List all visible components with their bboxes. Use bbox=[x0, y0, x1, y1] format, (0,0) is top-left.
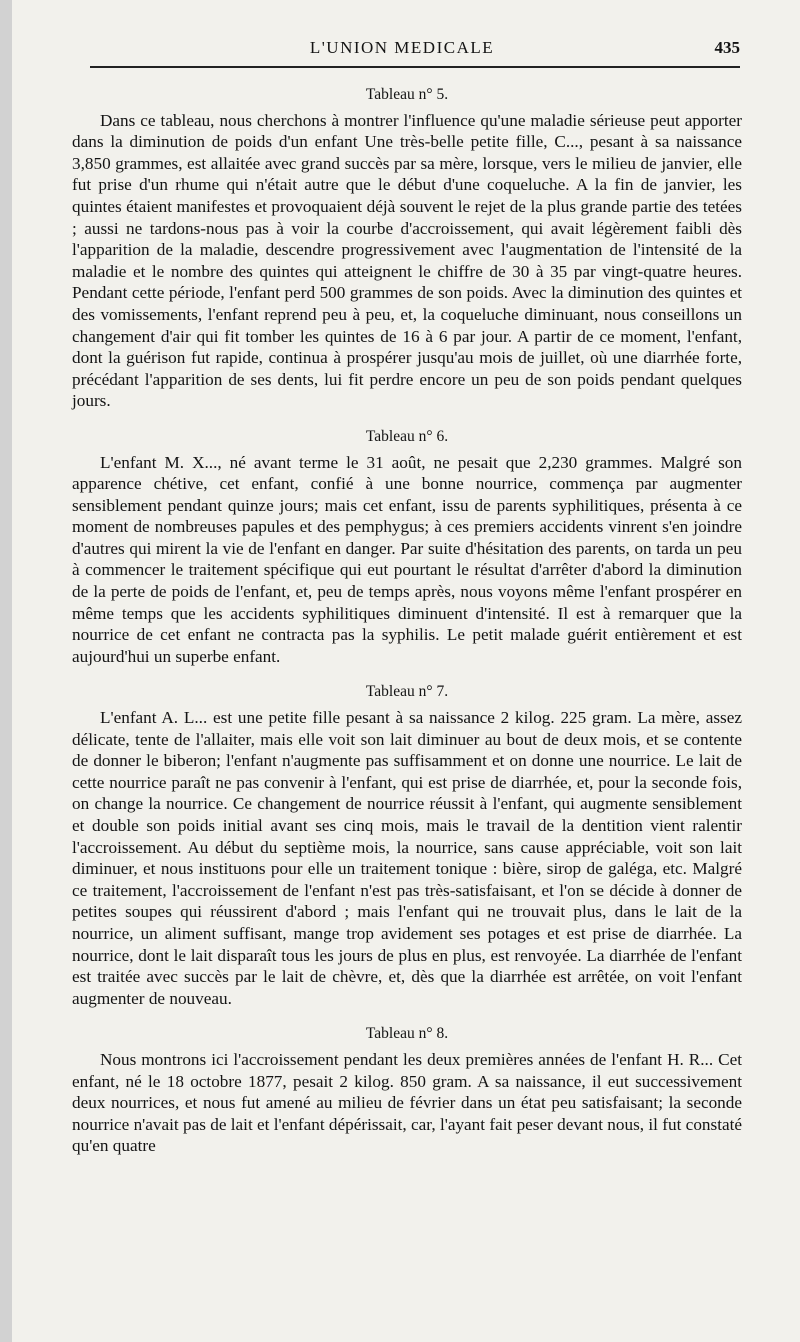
section-heading: Tableau n° 5. bbox=[365, 86, 449, 103]
section-paragraph: L'enfant M. X..., né avant terme le 31 août, ne pesait que 2,230 grammes. Malgré son apparence chétive, cet enfant, confié à une bonne nourrice, commença par augmenter sensiblement pendant quinze jours; mais cet enfant, issu de parents syphilitiques, présenta à ce moment de nombreuses papules et des pemphygus; à ces premiers accidents vinrent s'en joindre d'autres qui mirent la vie de l'enfant en danger. Par suite d'hésitation des parents, on tarda un peu à commencer le traitement spécifique qui eut pourtant le résultat d'arrêter d'abord la diminution de la perte de poids de l'enfant, et, peu de temps après, nous voyons même l'enfant prospérer en même temps que les accidents syphilitiques diminuent d'intensité. Il est à remarquer que la nourrice de cet enfant ne contracta pas la syphilis. Le petit malade guérit entièrement et est aujourd'hui un superbe enfant. bbox=[72, 452, 742, 666]
journal-title: L'UNION MEDICALE bbox=[309, 38, 495, 57]
section-tableau-5 bbox=[72, 84, 742, 412]
section-tableau-8 bbox=[72, 1023, 742, 1157]
section-heading: Tableau n° 6. bbox=[365, 427, 449, 445]
page-number: 435 bbox=[714, 38, 740, 57]
article-body bbox=[72, 84, 742, 1161]
section-tableau-6 bbox=[72, 426, 742, 668]
section-paragraph: L'enfant A. L... est une petite fille pesant à sa naissance 2 kilog. 225 gram. La mère, assez délicate, tente de l'allaiter, mais elle voit son lait diminuer au bout de deux mois, et se contente de donner le biberon; l'enfant n'augmente pas suffisamment et on donne une nourrice. Le lait de cette nourrice paraît ne pas convenir à l'enfant, qui est prise de diarrhée, et, pour la seconde fois, on change la nourrice. Ce changement de nourrice réussit à l'enfant, qui augmente sensiblement et double son poids initial avant ses cinq mois, mais le travail de la dentition vient ralentir l'accroissement. Au début du septième mois, la nourrice, sans cause appréciable, voit son lait diminuer, et nous instituons pour elle un traitement tonique : bière, sirop de galéga, etc. Malgré ce traitement, l'accroissement de l'enfant n'est pas très-satisfaisant, et l'on se décide à donner de petites soupes qui réussirent d'abord ; mais l'enfant qui ne trouvait plus, dans le lait de la nourrice, un aliment suffisant, mange trop avidement ses potages et est prise de diarrhée. La nourrice, dont le lait disparaît tous les jours de plus en plus, est renvoyée. La diarrhée de l'enfant est traitée avec succès par le lait de chèvre, et, dès que la diarrhée est arrêtée, on voit l'enfant augmenter de nouveau. bbox=[72, 708, 742, 1008]
header-rule bbox=[90, 66, 740, 68]
section-heading: Tableau n° 8. bbox=[365, 1025, 449, 1043]
section-paragraph: Nous montrons ici l'accroissement pendant les deux premières années de l'enfant H. R... Cet enfant, né le 18 octobre 1877, pesait 2 kilog. 850 gram. A sa naissance, il eut successivement deux nourrices, et nous fut amené au milieu de février dans un état peu satisfaisant; la seconde nourrice n'avait pas de lait et l'enfant dépérissait, car, l'ayant fait peser devant nous, il fut constaté qu'en quatre bbox=[72, 1049, 742, 1156]
section-paragraph: Dans ce tableau, nous cherchons à montrer l'influence qu'une maladie sérieuse peut apporter dans la diminution de poids d'un enfant Une très-belle petite fille, C..., pesant à sa naissance 3,850 grammes, est allaitée avec grand succès par sa mère, lorsque, vers le milieu de janvier, elle fut prise d'un rhume qui n'était autre que le début d'une coqueluche. A la fin de janvier, les quintes étaient manifestes et provoquaient déjà souvent le rejet de la plus grande partie des tetées ; aussi ne tardons-nous pas à voir la courbe d'accroissement, qui avait légèrement faibli dès l'apparition de la maladie, descendre progressivement avec l'augmentation de l'intensité de la maladie et le nombre des quintes qui atteignent le chiffre de 30 à 35 par vingt-quatre heures. Pendant cette période, l'enfant perd 500 grammes de son poids. Avec la diminution des quintes et des vomissements, l'enfant reprend peu à peu, et, la coqueluche diminuant, nous conseillons un changement d'air qui fit tomber les quintes de 16 à 6 par jour. A partir de ce moment, l'enfant, dont la guérison fut rapide, continua à prospérer jusqu'au mois de juillet, où une diarrhée forte, précédant l'apparition de ses dents, lui fit perdre encore un peu de son poids pendant quelques jours. bbox=[72, 110, 742, 411]
page-header bbox=[62, 38, 742, 62]
document-page bbox=[12, 0, 800, 1342]
section-heading: Tableau n° 7. bbox=[365, 683, 449, 701]
section-tableau-7 bbox=[72, 681, 742, 1009]
